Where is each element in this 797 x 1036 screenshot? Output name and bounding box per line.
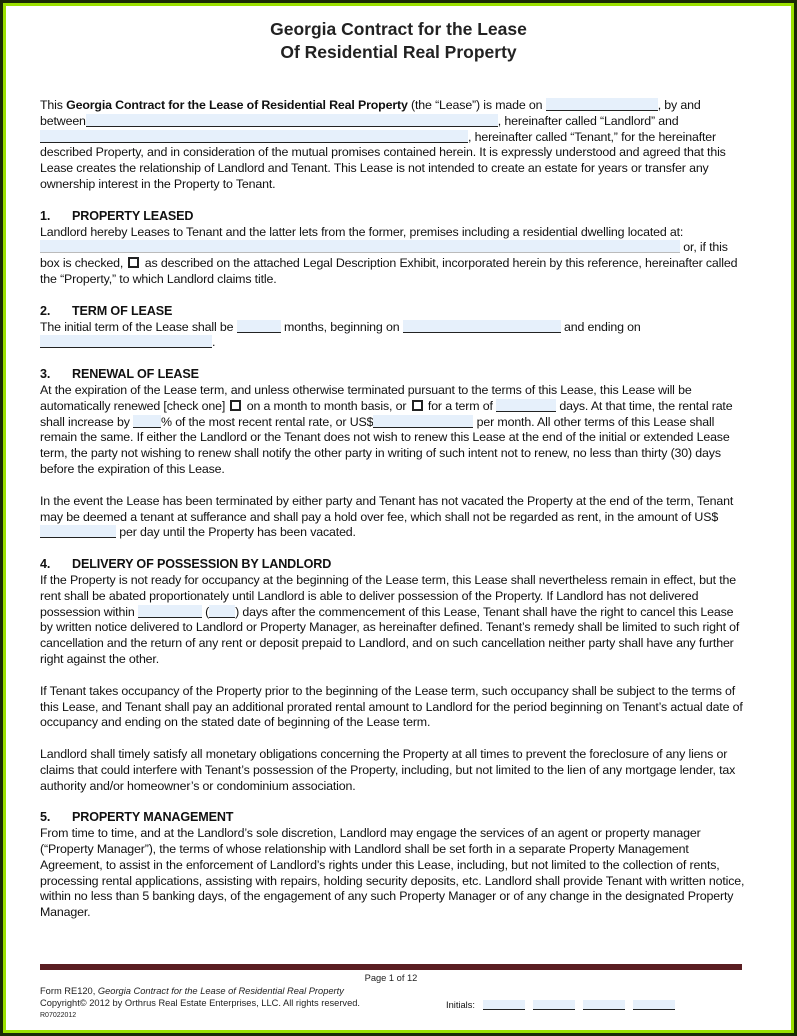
text: ( bbox=[201, 604, 210, 619]
page-number: Page 1 of 12 bbox=[364, 973, 418, 983]
month-to-month-checkbox[interactable] bbox=[230, 400, 241, 411]
text: The initial term of the Lease shall be bbox=[40, 319, 237, 334]
term-checkbox[interactable] bbox=[412, 400, 423, 411]
section-3-holdover-paragraph bbox=[40, 494, 746, 541]
section-heading-1 bbox=[40, 209, 746, 225]
document-title bbox=[6, 18, 791, 64]
initials-field-1[interactable] bbox=[483, 1000, 525, 1010]
legal-description-checkbox[interactable] bbox=[128, 257, 139, 268]
increase-amount-field[interactable] bbox=[373, 415, 473, 428]
footer bbox=[40, 972, 742, 1022]
section-title: RENEWAL OF LEASE bbox=[72, 367, 199, 382]
text: ) days after the commencement of this Lease, Tenant shall have the right to cancel this Lease by written notice delivered to Landlord or Property Manager, as hereinafter defined. Tenant’s remedy shall be limited to such right of cancellation and the return of any rent or deposit prepaid to Landlord, and on such cancellation neither party shall have any further right against the other. bbox=[40, 604, 740, 666]
section-3-paragraph bbox=[40, 383, 746, 478]
form-id: Form RE120, bbox=[40, 985, 98, 996]
text: At the expiration of the Lease term, and unless otherwise terminated pursuant to the terms of this Lease, this Lease will be automatically renewed [check one] bbox=[40, 382, 692, 413]
section-5-paragraph: From time to time, and at the Landlord’s sole discretion, Landlord may engage the services of an agent or property manager (“Property Manager”), the terms of whose relationship with Landlord shall be set forth in a separate Property Management Agreement, to assist in the enforcement of Landlord’s rights under this Lease, including, but not limited to the collection of rents, processing rental applications, assisting with repairs, holding security deposits, etc. Landlord shall provide Tenant with written notice, within no less than 5 banking days, of the engagement of any such Property Manager or of any change in the designated Property Manager. bbox=[40, 826, 745, 920]
increase-percent-field[interactable] bbox=[133, 415, 161, 428]
text: In the event the Lease has been terminated by either party and Tenant has not vacated the Property at the end of the term, Tenant may be deemed a tenant at sufferance and shall pay a hold over fee, which shall not be regarded as rent, in the amount of US$ bbox=[40, 493, 734, 524]
text: for a term of bbox=[424, 398, 497, 413]
months-field[interactable] bbox=[237, 320, 281, 333]
end-date-field[interactable] bbox=[40, 335, 212, 348]
section-4-paragraph bbox=[40, 573, 746, 668]
text: , hereinafter called “Landlord” and bbox=[497, 113, 679, 128]
initials-field-3[interactable] bbox=[583, 1000, 625, 1010]
initials-field-4[interactable] bbox=[633, 1000, 675, 1010]
section-title: DELIVERY OF POSSESSION BY LANDLORD bbox=[72, 557, 332, 572]
tenant-name-field[interactable] bbox=[40, 130, 468, 143]
text: (the “Lease”) is made on bbox=[407, 98, 546, 112]
property-address-field[interactable] bbox=[40, 240, 680, 253]
section-1-paragraph bbox=[40, 225, 746, 288]
initials-label: Initials: bbox=[446, 1000, 475, 1010]
text: days. At that time, the rental rate shall increase by bbox=[40, 398, 733, 429]
section-4-early-occupancy-paragraph: If Tenant takes occupancy of the Property prior to the beginning of the Lease term, such occupancy shall be subject to the terms of this Lease, and Tenant shall pay an additional prorated rental amount to Landlord for the period beginning on Tenant’s actual date of occupancy and ending on the stated date of beginning of the Lease term. bbox=[40, 683, 743, 730]
text-bold: Georgia Contract for the Lease of Residential Real Property bbox=[66, 98, 408, 112]
section-number: 3. bbox=[40, 367, 51, 382]
text: and ending on bbox=[560, 319, 641, 334]
title-line-1: Georgia Contract for the Lease bbox=[270, 19, 527, 39]
footer-divider bbox=[40, 964, 742, 970]
form-title: Georgia Contract for the Lease of Residential Real Property bbox=[97, 985, 344, 996]
text: as described on the attached Legal Description Exhibit, incorporated herein by this reference, hereinafter called the “Property,” to which Landlord claims title. bbox=[40, 256, 738, 286]
section-title: PROPERTY LEASED bbox=[72, 208, 194, 223]
section-heading-4 bbox=[40, 557, 746, 573]
section-2-paragraph bbox=[40, 320, 746, 352]
text: on a month to month basis, or bbox=[243, 398, 410, 413]
text: per day until the Property has been vacated. bbox=[116, 525, 356, 540]
section-number: 4. bbox=[40, 557, 51, 572]
text: . bbox=[212, 335, 216, 350]
intro-paragraph bbox=[40, 98, 746, 193]
initials-field-2[interactable] bbox=[533, 1000, 575, 1010]
title-line-2: Of Residential Real Property bbox=[280, 42, 517, 62]
section-heading-2 bbox=[40, 304, 746, 320]
initials-row bbox=[446, 1000, 675, 1010]
text: % of the most recent rental rate, or US$ bbox=[161, 414, 374, 429]
document-page bbox=[6, 6, 791, 1030]
section-4-obligations-paragraph: Landlord shall timely satisfy all monetary obligations concerning the Property at all times to prevent the foreclosure of any liens or claims that could interfere with Tenant’s possession of the Property, including, but not limited to the lien of any mortgage lender, tax authority and/or homeowner’s or condominium association. bbox=[40, 747, 736, 793]
start-date-field[interactable] bbox=[403, 320, 561, 333]
text: Landlord hereby Leases to Tenant and the latter lets from the former, premises including a residential dwelling located at: bbox=[40, 224, 684, 239]
text: This bbox=[40, 98, 67, 112]
text: If the Property is not ready for occupancy at the beginning of the Lease term, this Lease shall nevertheless remain in effect, but the rent shall be abated proportionately until Landlord is able to deliver possession of the Property. If Landlord has not delivered possession within bbox=[40, 572, 736, 619]
section-number: 5. bbox=[40, 810, 51, 825]
copyright: Copyright© 2012 by Orthrus Real Estate Enterprises, LLC. All rights reserved. bbox=[40, 998, 360, 1008]
section-number: 2. bbox=[40, 303, 51, 318]
section-heading-3 bbox=[40, 367, 746, 383]
possession-days-words-field[interactable] bbox=[138, 605, 202, 618]
section-title: TERM OF LEASE bbox=[72, 303, 173, 318]
date-field[interactable] bbox=[546, 98, 658, 111]
possession-days-number-field[interactable] bbox=[209, 605, 235, 618]
text: , hereinafter called “Tenant,” for the hereinafter described Property, and in consideration of the mutual promises contained herein. It is expressly understood and agreed that this Lease creates the relationship of Landlord and Tenant. This Lease is not intended to create an estate for years or transfer any ownership interest in the Property to Tenant. bbox=[40, 129, 726, 191]
landlord-name-field[interactable] bbox=[86, 114, 498, 127]
text: months, beginning on bbox=[280, 319, 403, 334]
form-line bbox=[40, 985, 742, 998]
section-title: PROPERTY MANAGEMENT bbox=[72, 810, 234, 825]
holdover-fee-field[interactable] bbox=[40, 525, 116, 538]
text: or, if this box is checked, bbox=[40, 240, 728, 271]
section-heading-5 bbox=[40, 810, 746, 826]
form-code: R07022012 bbox=[40, 1011, 77, 1019]
text: per month. All other terms of this Lease shall remain the same. If either the Landlord or the Tenant does not wish to renew this Lease at the end of the initial or extended Lease term, the party not wishing to renew shall notify the other party in writing of such intent not to renew, no less than thirty (30) days before the expiration of this Lease. bbox=[40, 414, 730, 476]
renewal-days-field[interactable] bbox=[496, 399, 556, 412]
text: , by and between bbox=[40, 98, 701, 128]
section-number: 1. bbox=[40, 208, 51, 223]
document-body bbox=[40, 98, 746, 937]
